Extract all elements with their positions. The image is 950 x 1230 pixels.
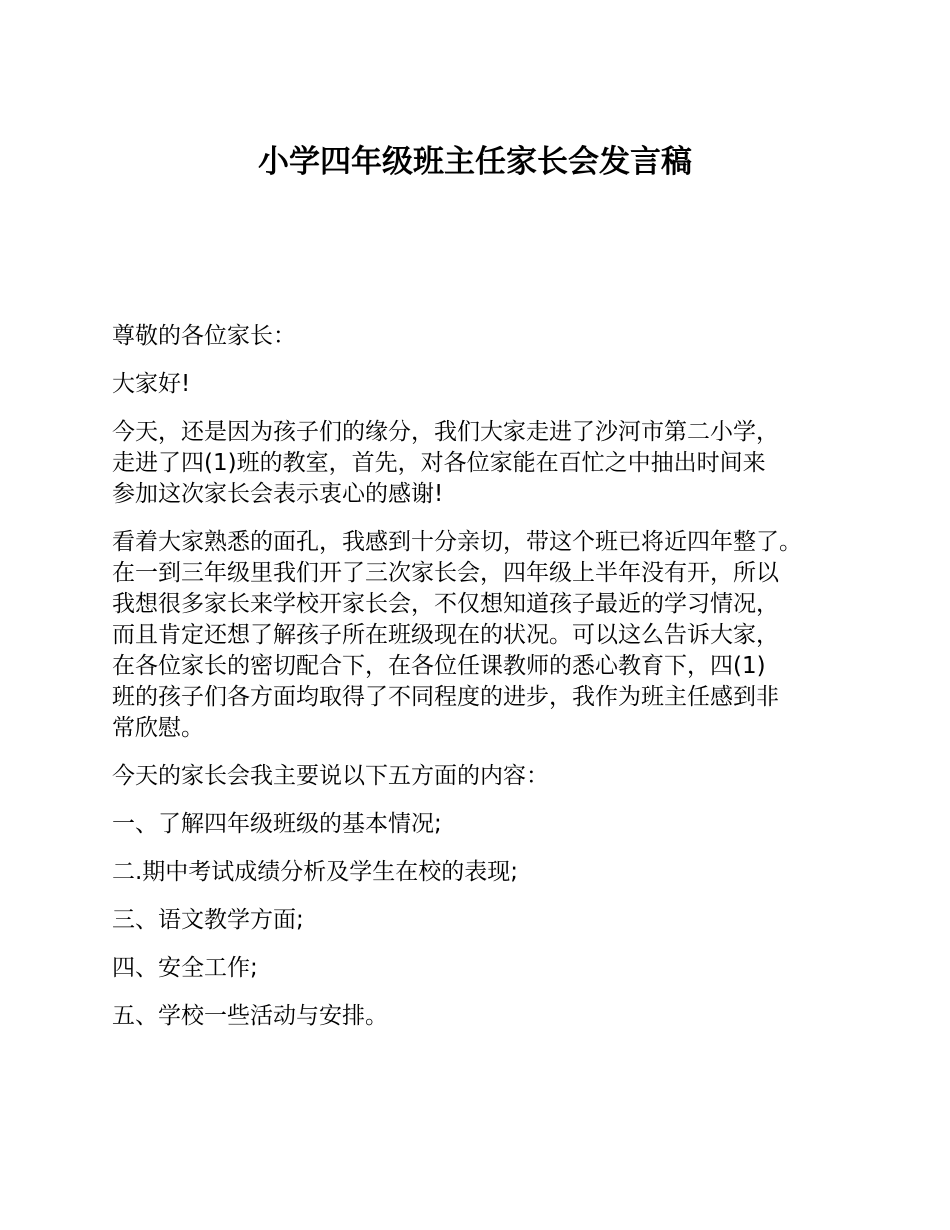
paragraph-greeting [112,369,852,400]
text-line: 尊敬的各位家长： [112,323,296,349]
text-line: 四、安全工作; [112,955,258,981]
agenda-item-2 [112,857,852,888]
text-line: 三、语文教学方面; [112,907,304,933]
text-line: 五、学校一些活动与安排。 [112,1003,388,1029]
text-line: 而且肯定还想了解孩子所在班级现在的状况。可以这么告诉大家， [112,622,779,648]
text-line: 参加这次家长会表示衷心的感谢! [112,481,444,507]
text-line: 看着大家熟悉的面孔，我感到十分亲切，带这个班已将近四年整了。 [112,529,802,555]
agenda-item-1 [112,809,852,840]
paragraph-intro [112,417,852,510]
text-line: 今天，还是因为孩子们的缘分，我们大家走进了沙河市第二小学， [112,419,779,445]
paragraph-class-overview [112,527,852,744]
paragraph-salutation [112,321,852,352]
text-line: 班的孩子们各方面均取得了不同程度的进步，我作为班主任感到非 [112,684,779,710]
text-line: 一、了解四年级班级的基本情况; [112,811,442,837]
agenda-item-3 [112,905,852,936]
text-line: 我想很多家长来学校开家长会，不仅想知道孩子最近的学习情况， [112,591,779,617]
text-line: 在各位家长的密切配合下，在各位任课教师的悉心教育下，四(1) [112,653,766,679]
text-line: 今天的家长会我主要说以下五方面的内容： [112,763,549,789]
document-body [112,321,852,1049]
text-line: 大家好! [112,371,191,397]
text-line: 常欣慰。 [112,715,204,741]
agenda-item-5 [112,1001,852,1032]
text-line: 二.期中考试成绩分析及学生在校的表现; [112,859,519,885]
text-line: 走进了四(1)班的教室，首先，对各位家能在百忙之中抽出时间来 [112,450,766,476]
page-title: 小学四年级班主任家长会发言稿 [258,144,692,180]
paragraph-agenda-intro [112,761,852,792]
text-line: 在一到三年级里我们开了三次家长会，四年级上半年没有开，所以 [112,560,779,586]
agenda-item-4 [112,953,852,984]
